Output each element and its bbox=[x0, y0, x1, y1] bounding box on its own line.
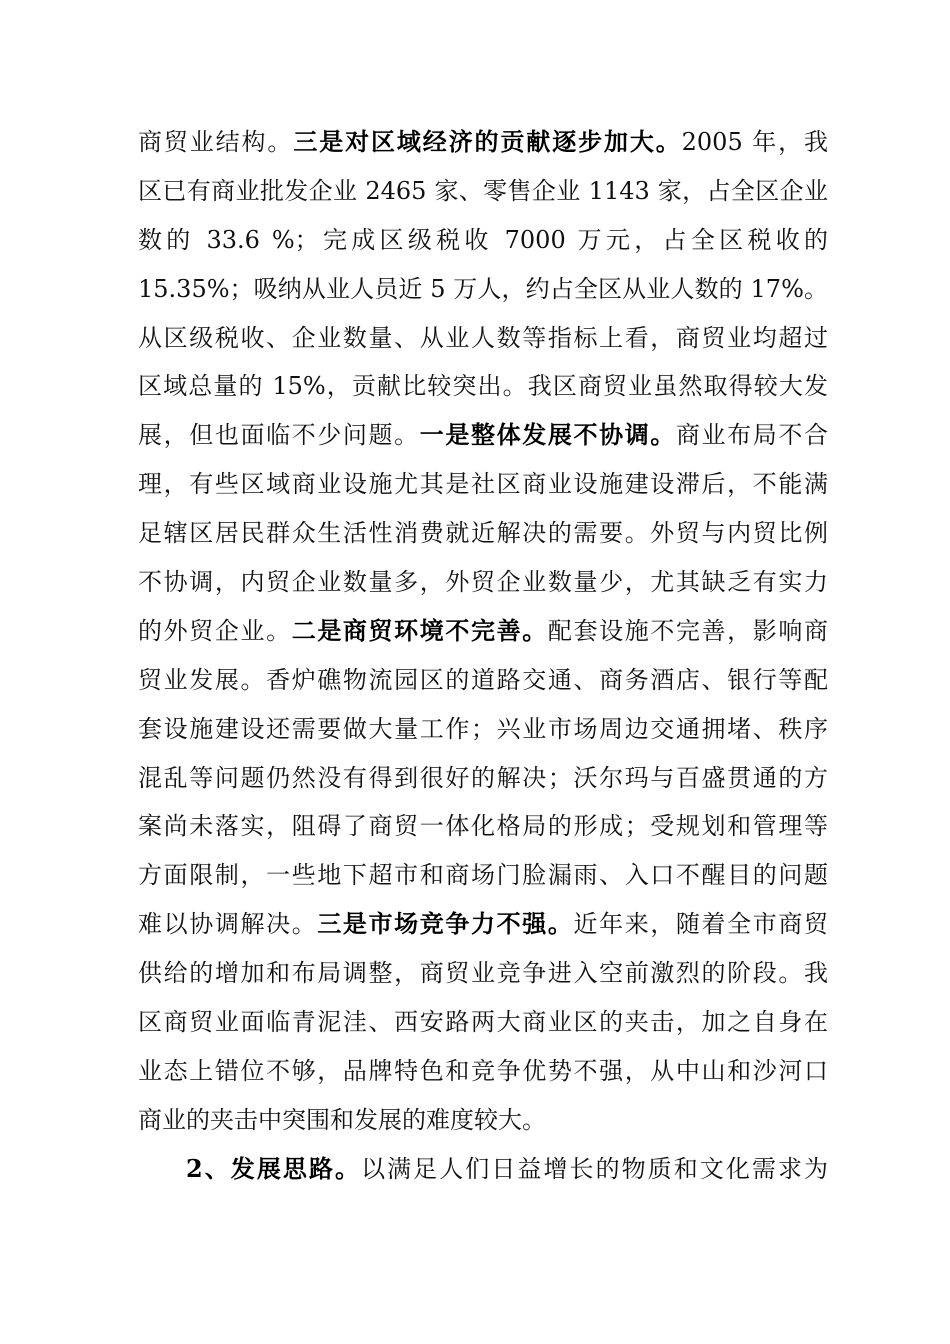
text-line bbox=[138, 1145, 828, 1194]
text-segment: 商业布局不合 bbox=[675, 421, 828, 450]
text-line bbox=[138, 460, 828, 509]
text-segment: 的外贸企业。 bbox=[138, 616, 292, 645]
text-segment: 供给的增加和布局调整，商贸业竞争进入空前激烈的阶段。我 bbox=[138, 959, 828, 988]
text-line bbox=[138, 802, 828, 851]
text-segment: 理，有些区域商业设施尤其是社区商业设施建设滞后，不能满 bbox=[138, 470, 828, 499]
text-line bbox=[138, 705, 828, 754]
text-line bbox=[138, 656, 828, 705]
text-line bbox=[138, 900, 828, 949]
text-line bbox=[138, 998, 828, 1047]
text-segment: 数的 33.6 %；完成区级税收 7000 万元，占全区税收的 bbox=[138, 225, 828, 254]
text-segment: 从区级税收、企业数量、从业人数等指标上看，商贸业均超过 bbox=[138, 323, 828, 352]
text-segment: 难以协调解决。 bbox=[138, 910, 318, 939]
bold-heading-phrase: 三是市场竞争力不强。 bbox=[317, 909, 574, 939]
text-segment: 15.35%；吸纳从业人员近 5 万人，约占全区从业人数的 17%。 bbox=[138, 274, 828, 303]
text-segment: 混乱等问题仍然没有得到很好的解决；沃尔玛与百盛贯通的方 bbox=[138, 763, 828, 792]
text-segment: 展，但也面临不少问题。 bbox=[138, 421, 420, 450]
text-line bbox=[138, 1047, 828, 1096]
text-segment: 方面限制，一些地下超市和商场门脸漏雨、入口不醒目的问题 bbox=[138, 861, 828, 890]
text-line bbox=[138, 949, 828, 998]
text-line bbox=[138, 509, 828, 558]
text-segment: 案尚未落实，阻碍了商贸一体化格局的形成；受规划和管理等 bbox=[138, 812, 828, 841]
text-line bbox=[138, 216, 828, 265]
text-segment: 商业的夹击中突围和发展的难度较大。 bbox=[138, 1105, 546, 1134]
text-line bbox=[138, 118, 828, 167]
text-segment: 足辖区居民群众生活性消费就近解决的需要。外贸与内贸比例 bbox=[138, 519, 828, 548]
text-line bbox=[138, 265, 828, 314]
text-segment: 区商贸业面临青泥洼、西安路两大商业区的夹击，加之自身在 bbox=[138, 1008, 828, 1037]
bold-heading-phrase: 一是整体发展不协调。 bbox=[419, 420, 676, 450]
text-line bbox=[138, 314, 828, 363]
text-segment: 不协调，内贸企业数量多，外贸企业数量少，尤其缺乏有实力 bbox=[138, 568, 828, 597]
text-line bbox=[138, 607, 828, 656]
text-line bbox=[138, 411, 828, 460]
text-segment: 以满足人们日益增长的物质和文化需求为 bbox=[361, 1154, 828, 1183]
bold-heading-phrase: 三是对区域经济的贡献逐步加大。 bbox=[293, 127, 682, 156]
text-segment: 2005 年，我 bbox=[681, 128, 828, 156]
text-segment: 配套设施不完善，影响商 bbox=[547, 616, 828, 645]
text-segment: 近年来，随着全市商贸 bbox=[573, 910, 828, 939]
text-segment: 贸业发展。香炉礁物流园区的道路交通、商务酒店、银行等配 bbox=[138, 665, 828, 694]
text-line bbox=[138, 851, 828, 900]
bold-heading-phrase: 二是商贸环境不完善。 bbox=[291, 615, 548, 645]
text-line bbox=[138, 167, 828, 216]
text-segment: 区已有商业批发企业 2465 家、零售企业 1143 家，占全区企业 bbox=[138, 176, 828, 205]
text-segment: 业态上错位不够，品牌特色和竞争优势不强，从中山和沙河口 bbox=[138, 1056, 828, 1085]
bold-heading-phrase: 2、发展思路。 bbox=[186, 1153, 362, 1183]
text-segment: 套设施建设还需要做大量工作；兴业市场周边交通拥堵、秩序 bbox=[138, 714, 828, 743]
text-segment: 商贸业结构。 bbox=[138, 128, 294, 156]
text-segment: 区域总量的 15%，贡献比较突出。我区商贸业虽然取得较大发 bbox=[138, 372, 828, 401]
text-line bbox=[138, 558, 828, 607]
text-line bbox=[138, 1096, 828, 1145]
document-body-text bbox=[138, 118, 828, 1194]
text-line bbox=[138, 362, 828, 411]
text-line bbox=[138, 754, 828, 803]
